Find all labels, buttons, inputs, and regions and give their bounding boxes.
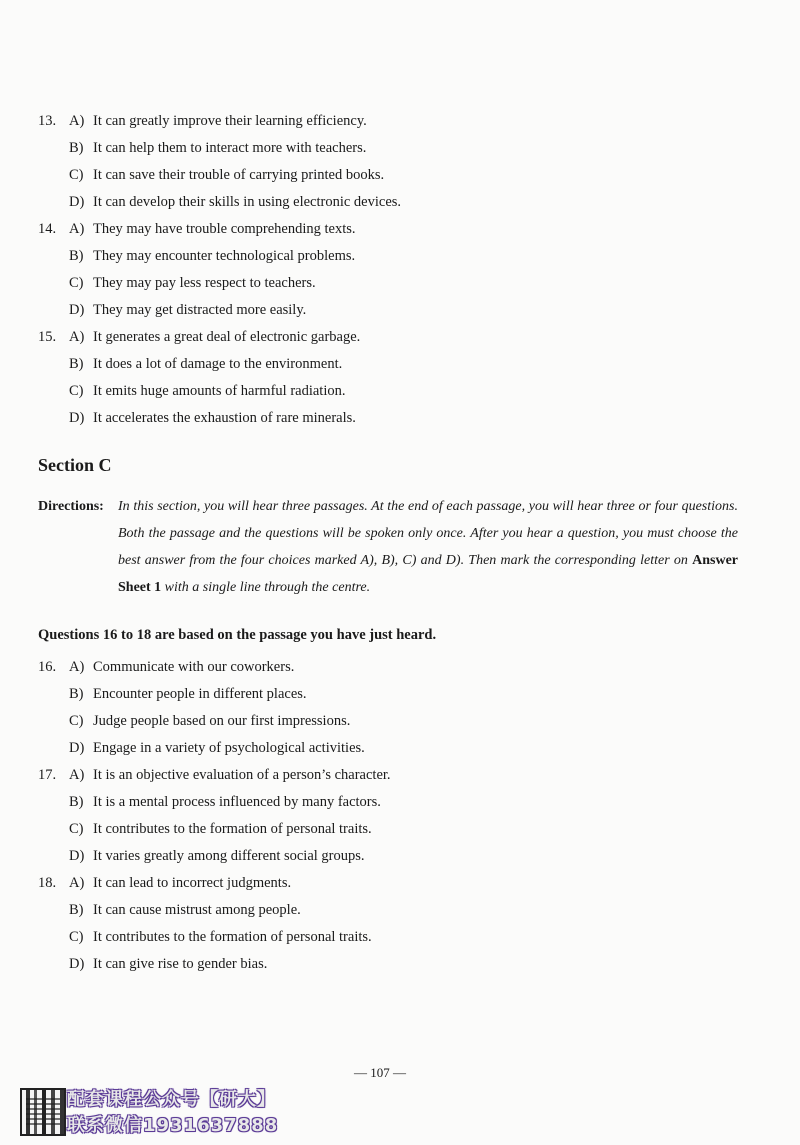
option-text: It contributes to the formation of personal traits.	[93, 821, 372, 837]
answer-option	[38, 681, 391, 708]
question-number: 15.	[38, 329, 57, 345]
option-text: It can cause mistrust among people.	[93, 902, 301, 918]
option-letter: D)	[69, 410, 85, 426]
option-text: It can greatly improve their learning efficiency.	[93, 113, 367, 129]
option-letter: D)	[69, 302, 85, 318]
option-letter: B)	[69, 686, 84, 702]
answer-option	[38, 816, 391, 843]
directions-text-part1: In this section, you will hear three passages. At the end of each passage, you will hear three or four questions. Both the passage and the questions will be spoken only once. After you hear a question, you must choose the best answer from the four choices marked A), B), C) and D). Then mark the corresponding letter on	[118, 499, 738, 568]
option-letter: D)	[69, 194, 85, 210]
option-letter: A)	[69, 875, 85, 891]
option-letter: D)	[69, 848, 85, 864]
answer-option	[38, 951, 391, 978]
option-text: It is a mental process influenced by many factors.	[93, 794, 381, 810]
option-text: It can help them to interact more with teachers.	[93, 140, 367, 156]
question-number: 18.	[38, 875, 57, 891]
option-text: It can develop their skills in using electronic devices.	[93, 194, 402, 210]
qr-code-icon	[20, 1088, 66, 1136]
answer-option	[38, 897, 391, 924]
question-number: 17.	[38, 767, 57, 783]
question-group-13-15	[38, 108, 401, 432]
option-text: It contributes to the formation of personal traits.	[93, 929, 372, 945]
answer-option	[38, 654, 391, 681]
directions-text-part2: with a single line through the centre.	[161, 580, 371, 595]
answer-option	[38, 243, 401, 270]
question-group-16-18	[38, 654, 391, 978]
answer-option	[38, 351, 401, 378]
option-text: Engage in a variety of psychological activities.	[93, 740, 365, 756]
option-letter: A)	[69, 113, 85, 129]
answer-option	[38, 870, 391, 897]
option-letter: A)	[69, 221, 85, 237]
option-letter: A)	[69, 659, 85, 675]
option-letter: C)	[69, 929, 84, 945]
answer-option	[38, 270, 401, 297]
question-number: 14.	[38, 221, 57, 237]
answer-option	[38, 297, 401, 324]
promo-line-1: 配套课程公众号【研大】	[67, 1089, 276, 1110]
question-number: 16.	[38, 659, 57, 675]
option-letter: B)	[69, 248, 84, 264]
answer-option	[38, 378, 401, 405]
option-letter: B)	[69, 794, 84, 810]
directions-label: Directions:	[38, 499, 104, 514]
option-letter: B)	[69, 140, 84, 156]
option-letter: B)	[69, 902, 84, 918]
option-letter: D)	[69, 956, 85, 972]
option-text: They may encounter technological problems.	[93, 248, 356, 264]
option-letter: C)	[69, 275, 84, 291]
answer-option	[38, 189, 401, 216]
option-letter: C)	[69, 167, 84, 183]
option-text: Communicate with our coworkers.	[93, 659, 295, 675]
option-text: Judge people based on our first impressions.	[93, 713, 351, 729]
directions-text	[118, 493, 738, 601]
option-letter: C)	[69, 383, 84, 399]
option-letter: C)	[69, 821, 84, 837]
option-text: Encounter people in different places.	[93, 686, 307, 702]
option-text: They may have trouble comprehending texts.	[93, 221, 356, 237]
option-text: It does a lot of damage to the environment.	[93, 356, 343, 372]
option-text: It emits huge amounts of harmful radiation.	[93, 383, 346, 399]
option-text: They may pay less respect to teachers.	[93, 275, 316, 291]
option-text: It generates a great deal of electronic garbage.	[93, 329, 361, 345]
answer-sheet-label: Answer Sheet 1	[118, 553, 738, 595]
section-title: Section C	[38, 455, 112, 475]
option-letter: D)	[69, 740, 85, 756]
answer-option	[38, 924, 391, 951]
answer-option	[38, 735, 391, 762]
answer-option	[38, 405, 401, 432]
option-letter: B)	[69, 356, 84, 372]
promo-banner	[0, 1085, 320, 1140]
answer-option	[38, 708, 391, 735]
option-letter: C)	[69, 713, 84, 729]
option-text: It accelerates the exhaustion of rare minerals.	[93, 410, 356, 426]
option-text: It can lead to incorrect judgments.	[93, 875, 292, 891]
answer-option	[38, 843, 391, 870]
question-number: 13.	[38, 113, 57, 129]
passage-subheading: Questions 16 to 18 are based on the passage you have just heard.	[38, 627, 437, 643]
answer-option	[38, 108, 401, 135]
answer-option	[38, 216, 401, 243]
option-text: It varies greatly among different social groups.	[93, 848, 365, 864]
option-letter: A)	[69, 767, 85, 783]
option-text: It is an objective evaluation of a person’s character.	[93, 767, 391, 783]
answer-option	[38, 324, 401, 351]
option-letter: A)	[69, 329, 85, 345]
promo-line-2: 联系微信1931637888	[67, 1115, 279, 1136]
answer-option	[38, 789, 391, 816]
option-text: It can give rise to gender bias.	[93, 956, 268, 972]
answer-option	[38, 135, 401, 162]
option-text: They may get distracted more easily.	[93, 302, 307, 318]
directions-block	[38, 493, 738, 601]
page-number: — 107 —	[354, 1065, 406, 1080]
answer-option	[38, 762, 391, 789]
answer-option	[38, 162, 401, 189]
option-text: It can save their trouble of carrying printed books.	[93, 167, 385, 183]
